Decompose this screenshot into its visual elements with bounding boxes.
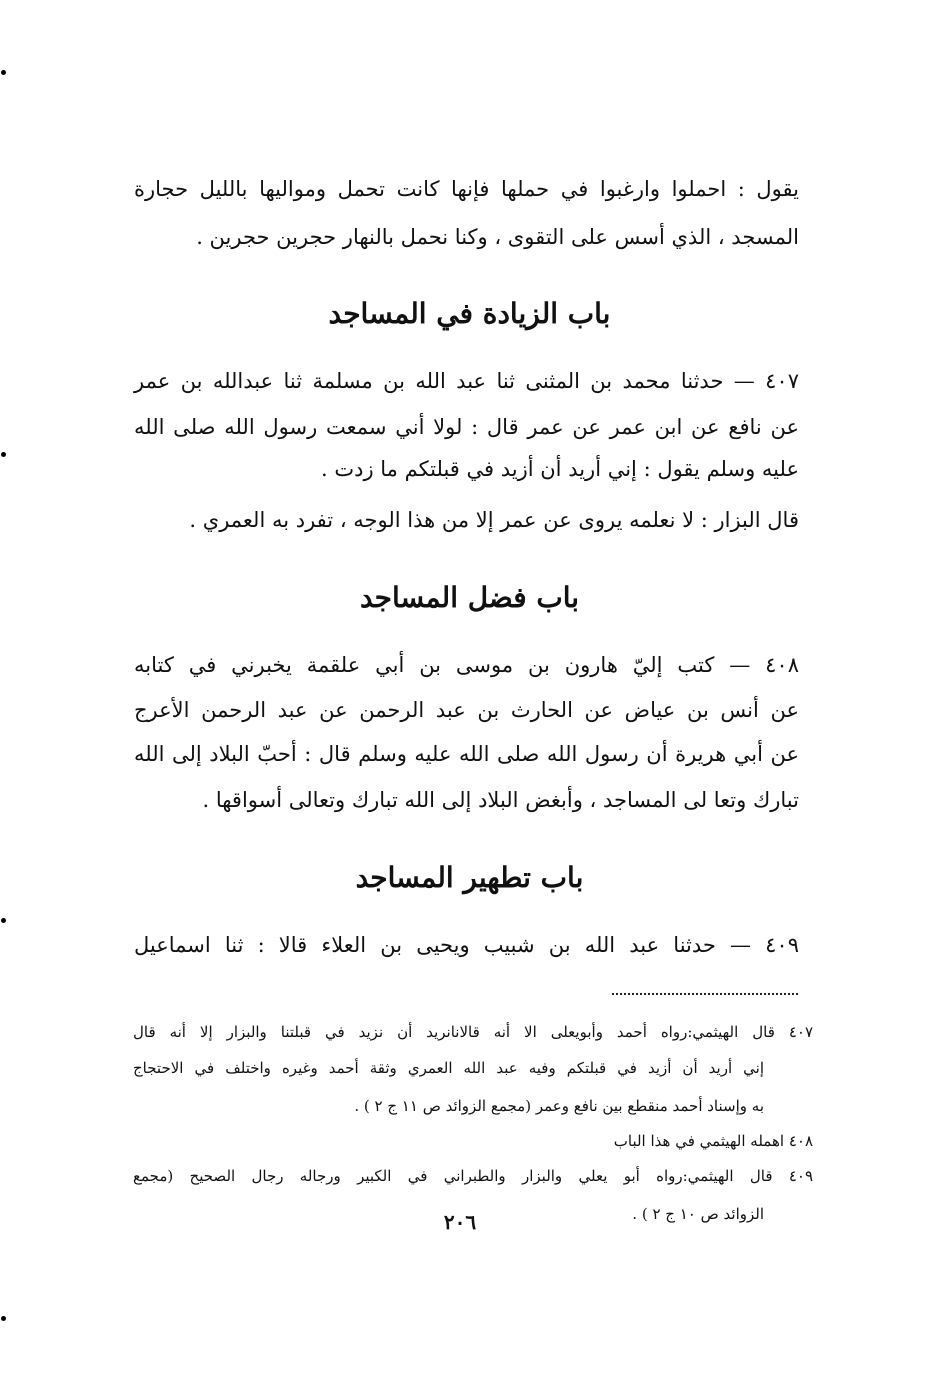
scan-mark	[1, 918, 6, 923]
footnote-409-line-2: الزوائد ص ١٠ ج ٢ ) .	[632, 1205, 764, 1223]
hadith-408-line-3: عن أبي هريرة أن رسول الله صلى الله عليه وسلم قال : أحبّ البلاد إلى الله	[134, 742, 799, 766]
footnote-408: ٤٠٨ اهمله الهيثمي في هذا الباب	[613, 1132, 813, 1150]
footnote-407-line-2: إني أريد أن أزيد في قبلتكم وفيه عبد الله العمري وثقة أحمد وغيره واختلف في الاحتجاج	[133, 1059, 764, 1077]
hadith-407-line-1: ٤٠٧ — حدثنا محمد بن المثنى ثنا عبد الله بن مسلمة ثنا عبدالله بن عمر	[134, 369, 799, 393]
intro-line-1: يقول : احملوا وارغبوا في حملها فإنها كانت تحمل ومواليها بالليل حجارة	[134, 177, 799, 201]
scan-mark	[1, 1316, 6, 1321]
footnote-409-line-1: ٤٠٩ قال الهيثمي:رواه أبو يعلي والبزار والطبراني في الكبير ورجاله رجال الصحيح (مجمع	[133, 1167, 813, 1185]
hadith-408-line-2: عن أنس بن عياض عن الحارث بن عبد الرحمن عن عبد الرحمن الأعرج	[134, 698, 799, 722]
hadith-407-line-3: عليه وسلم يقول : إني أريد أن أزيد في قبلتكم ما زدت .	[321, 457, 799, 481]
hadith-408-line-1: ٤٠٨ — كتب إليّ هارون بن موسى بن أبي علقمة يخبرني في كتابه	[134, 653, 799, 677]
scan-mark	[1, 452, 6, 457]
hadith-408-line-4: تبارك وتعا لى المساجد ، وأبغض البلاد إلى الله تبارك وتعالى أسواقها .	[202, 788, 799, 812]
scan-mark	[1, 70, 6, 75]
hadith-407-line-2: عن نافع عن ابن عمر عن عمر قال : لولا أني سمعت رسول الله صلى الله	[134, 415, 799, 439]
section-heading-increase: باب الزيادة في المساجد	[328, 297, 611, 330]
footnote-407-line-3: به وإسناد أحمد منقطع بين نافع وعمر (مجمع الزوائد ص ١١ ج ٢ ) .	[354, 1097, 764, 1115]
bazzar-note: قال البزار : لا نعلمه يروى عن عمر إلا من هذا الوجه ، تفرد به العمري .	[189, 508, 799, 532]
hadith-409-line-1: ٤٠٩ — حدثنا عبد الله بن شبيب ويحيى بن العلاء قالا : ثنا اسماعيل	[134, 933, 799, 957]
page-number: ٢٠٦	[443, 1210, 477, 1234]
section-heading-virtue: باب فضل المساجد	[359, 581, 580, 614]
intro-line-2: المسجد ، الذي أسس على التقوى ، وكنا نحمل بالنهار حجرين حجرين .	[196, 225, 799, 249]
footnote-407-line-1: ٤٠٧ قال الهيثمي:رواه أحمد وأبويعلى الا أنه قالانانريد أن نزيد في قبلتنا والبزار إلا أنه قال	[133, 1023, 813, 1041]
footnote-divider	[612, 993, 798, 995]
section-heading-purification: باب تطهير المساجد	[355, 861, 584, 894]
